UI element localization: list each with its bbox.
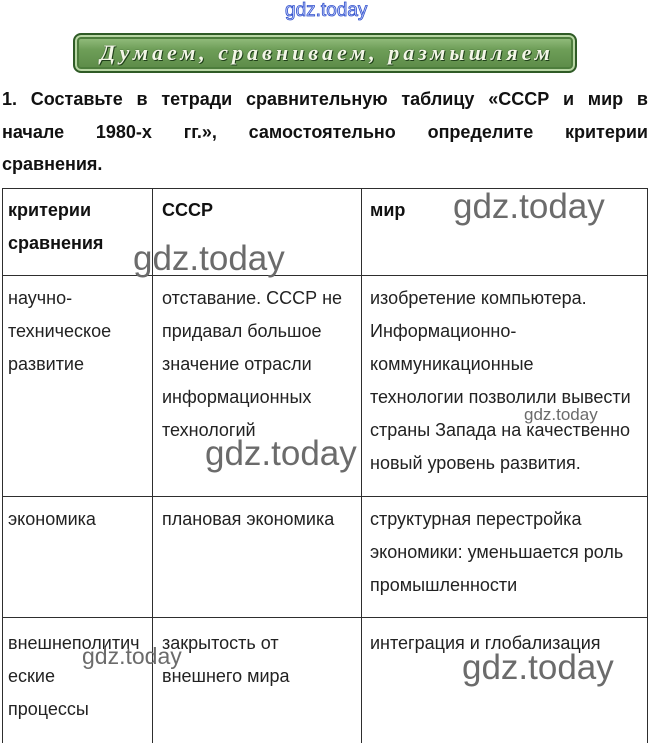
header-criteria: критерии сравнения bbox=[2, 188, 153, 276]
task-text-line: начале 1980-х гг.», самостоятельно определите критерии bbox=[2, 121, 648, 142]
cell-world: изобретение компьютера. Информационно- коммуникационные технологии позволили вывести страны Запада на качественно новый уровень развития. bbox=[362, 276, 648, 497]
header-ussr: СССР bbox=[153, 188, 362, 276]
cell-world: интеграция и глобализация bbox=[362, 618, 648, 743]
cell-criterion: экономика bbox=[2, 497, 153, 618]
task-text-line: сравнения. bbox=[2, 154, 103, 174]
cell-ussr: отставание. СССР не придавал большое значение отрасли информационных технологий bbox=[153, 276, 362, 497]
section-banner-title: Думаем, сравниваем, размышляем bbox=[100, 40, 554, 65]
cell-world: структурная перестройка экономики: уменьшается роль промышленности bbox=[362, 497, 648, 618]
cell-criterion: внешнеполитич еские процессы bbox=[2, 618, 153, 743]
watermark: gdz.today bbox=[82, 643, 182, 669]
cell-ussr: плановая экономика bbox=[153, 497, 362, 618]
task-text-line: 1. Составьте в тетради сравнительную таблицу «СССР и мир в bbox=[2, 89, 648, 109]
section-banner bbox=[73, 33, 577, 73]
cell-criterion: научно- техническое развитие bbox=[2, 276, 153, 497]
comparison-table bbox=[2, 188, 648, 743]
header-world: мир bbox=[362, 188, 648, 276]
watermark: gdz.today bbox=[453, 187, 605, 226]
site-watermark: gdz.today bbox=[285, 0, 368, 21]
watermark: gdz.today bbox=[133, 239, 285, 278]
watermark: gdz.today bbox=[524, 405, 598, 424]
task-text bbox=[2, 83, 648, 181]
cell-ussr: закрытость от внешнего мира bbox=[153, 618, 362, 743]
watermark: gdz.today bbox=[205, 434, 357, 473]
watermark: gdz.today bbox=[462, 648, 614, 687]
